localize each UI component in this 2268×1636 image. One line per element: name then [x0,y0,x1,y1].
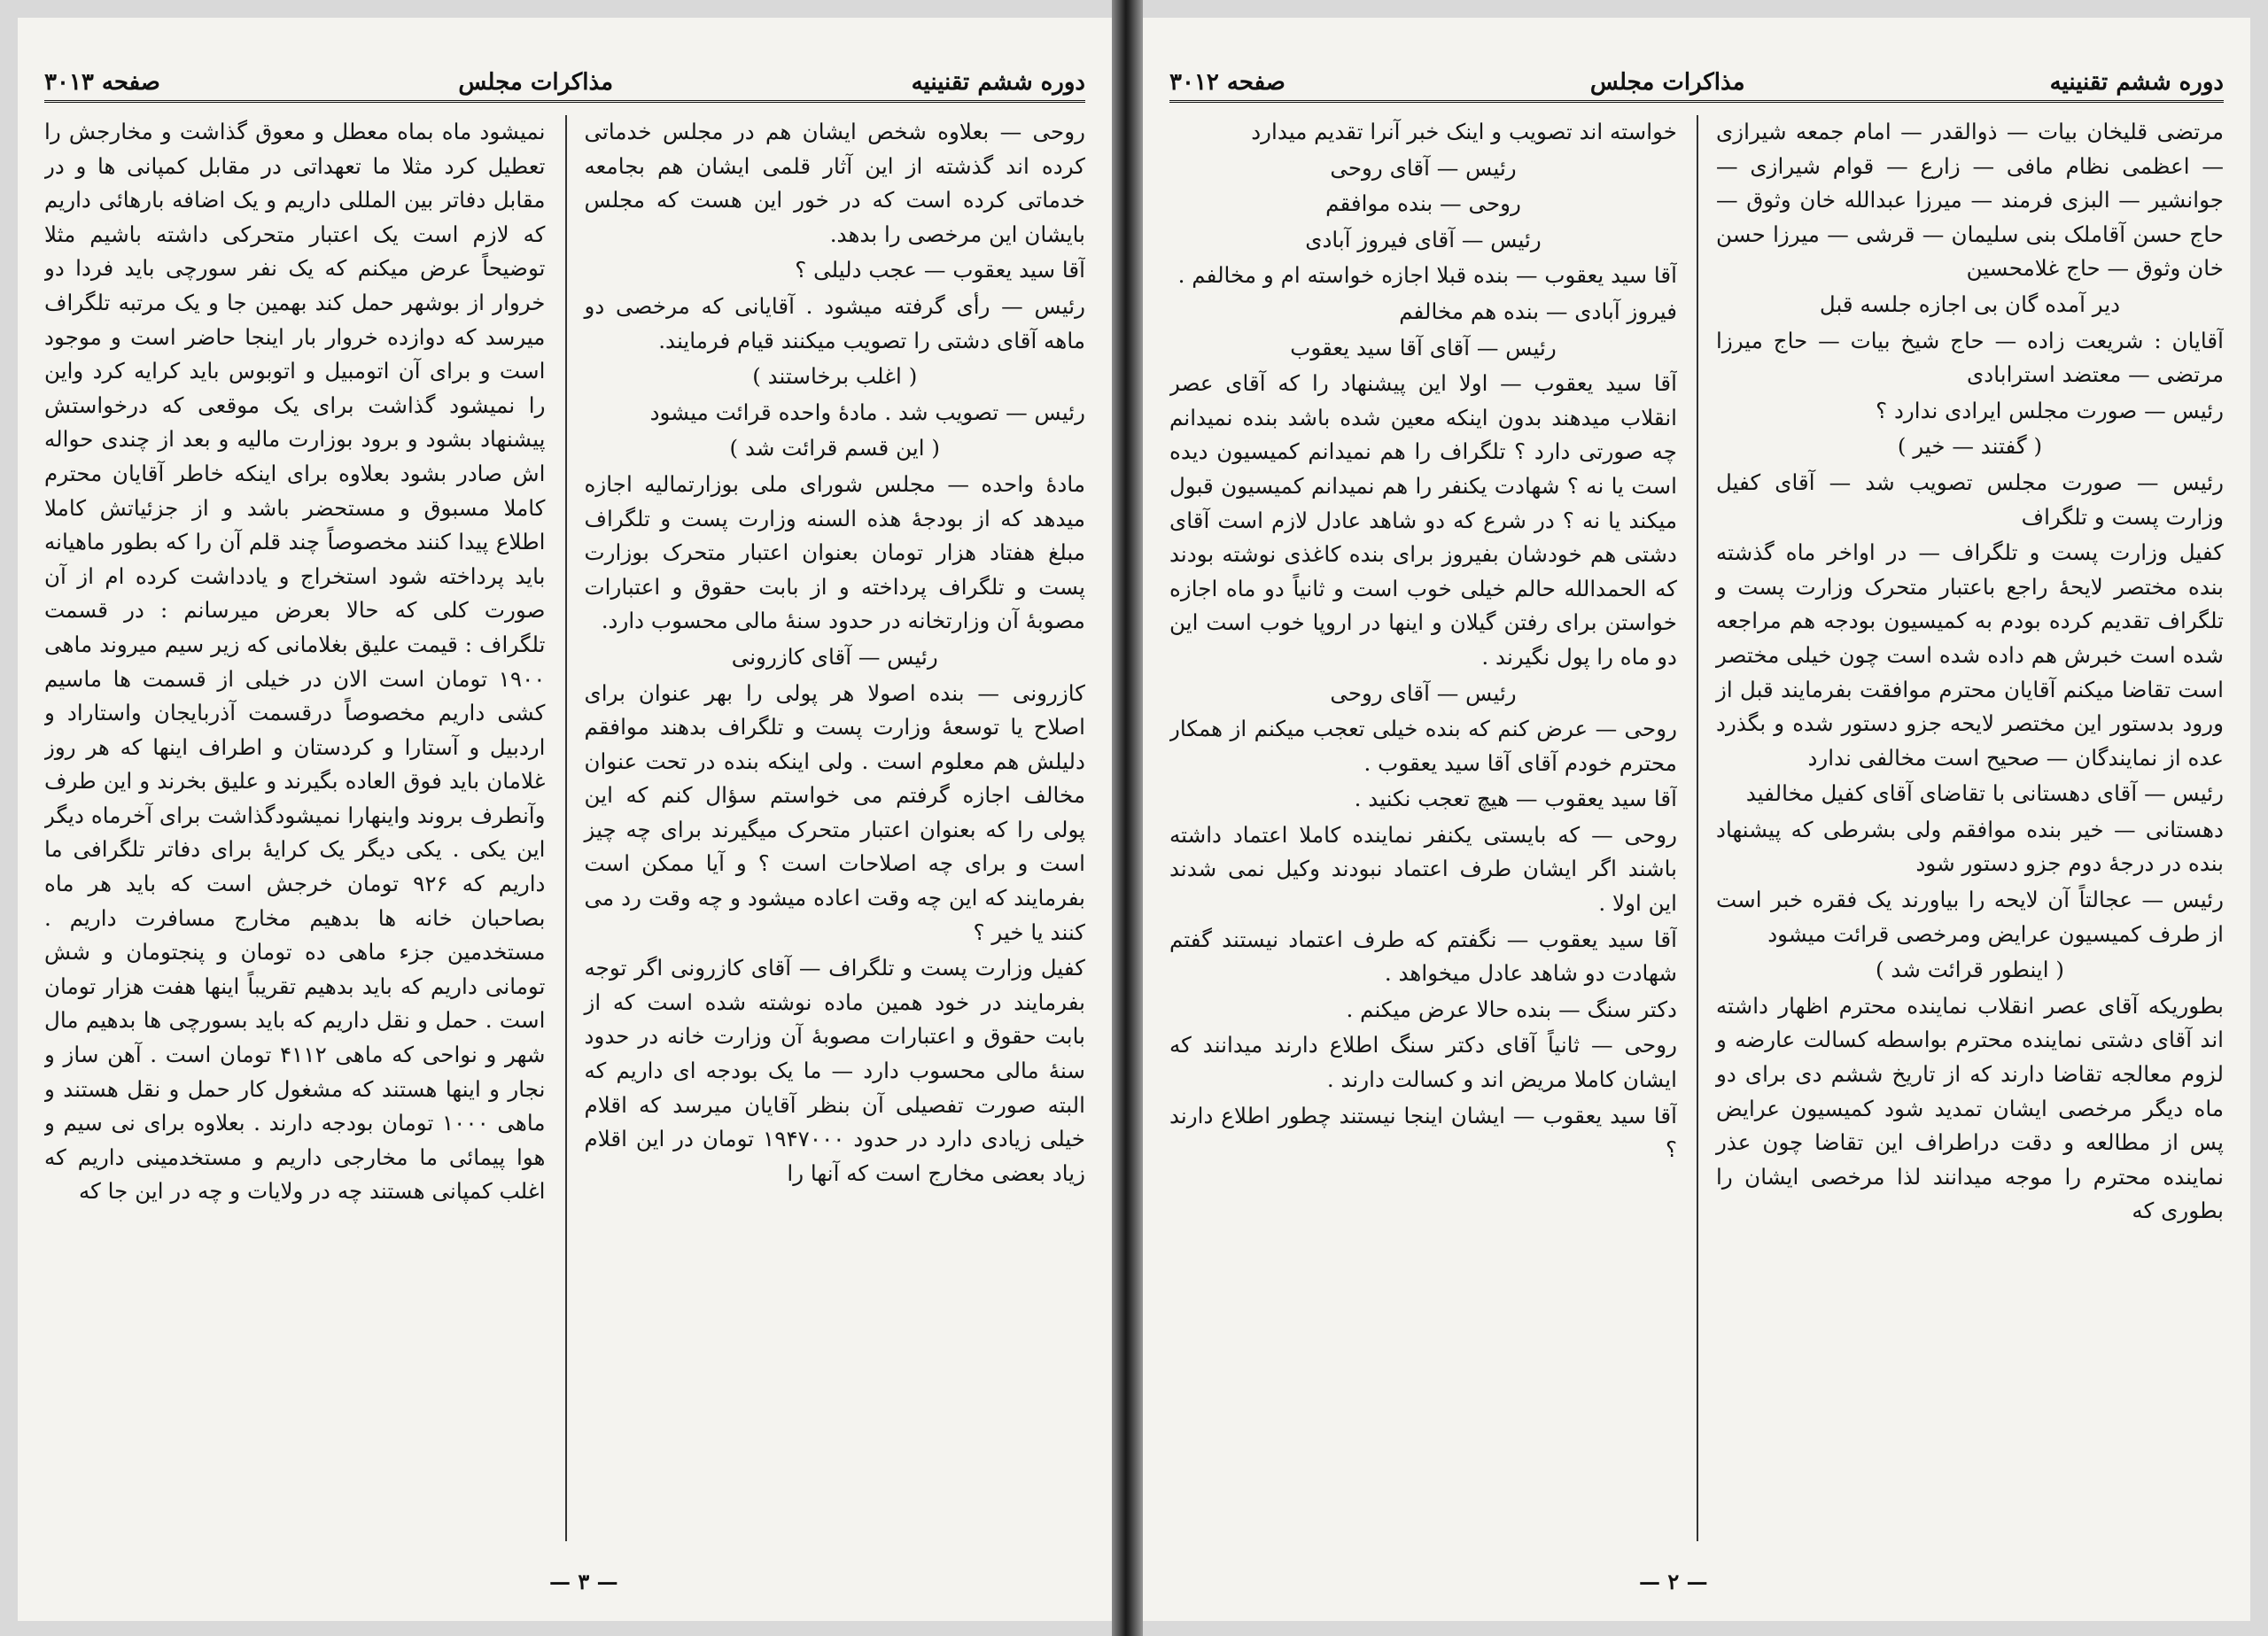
paragraph: نمیشود ماه بماه معطل و معوق گذاشت و مخارجش را تعطیل کرد مثلا ما تعهداتی در مقابل کمپانی ها و در مقابل دفاتر بین المللی داریم و یک اضافه بارهائی داریم که لازم است یک اعتبار متحرکی داشته باشیم مثلا توضیحاً عرض میکنم که یک نفر سورچی باید فردا دو خروار از بوشهر حمل کند بهمین جا و یک مرتبه تلگراف میرسد که دوازده خروار بار اینجا حاضر است و موجود است و برای آن اتومبیل و اتوبوس باید کرایه کرد واین را نمیشود گذاشت برای یک موقعی که درخواستش پیشنهاد بشود و برود بوزارت مالیه و بعد از چندی حواله اش صادر بشود بعلاوه برای اینکه خاطر آقایان محترم کاملا مسبوق و مستحضر باشد و از جزئیاتش کاملا اطلاع پیدا کنند مخصوصاً چند قلم آن را که بطور ماهیانه باید پرداخته شود استخراج و یادداشت کرده ام از آن صورت کلی که حالا بعرض میرسانم : در قسمت تلگراف : قیمت علیق بغلامانی که زیر سیم میروند ماهی ۱۹۰۰ تومان است الان در خیلی از قسمت ها ماسیم کشی داریم مخصوصاً درقسمت آذربایجان واستاراد و اردبیل و آستارا و کردستان و اطراف اینها که هر روز غلامان باید فوق العاده بگیرند و علیق بخرند و این طرف وآنطرف بروند واینهارا نمیشودگذاشت برای آخرماه دیگر این یکی . یکی دیگر یک کرایهٔ برای دفاتر تلگرافی ما داریم که ۹۲۶ تومان خرجش است که باید هر ماه بصاحبان خانه ها بدهیم مخارج مسافرت داریم . مستخدمین جزء ماهی ده تومان و پنجتومان و شش تومانی داریم که باید بدهیم تقریباً اینها هفت هزار تومان است . حمل و نقل داریم که باید بسورچی ها بدهیم مال شهر و نواحی که ماهی ۴۱۱۲ تومان است . آهن ساز و نجار و اینها هستند که مشغول کار حمل و نقل هستند و ماهی ۱۰۰۰ تومان بودجه دارند . بعلاوه برای نی سیم و هوا پیمائی ما مخارجی داریم و مستخدمینی داریم که اغلب کمپانی هستند چه در ولایات و چه در این جا که [44,119,546,1205]
paragraph: رئیس — آقای آقا سید یعقوب [1290,334,1557,361]
left-page-columns [44,115,1085,1541]
text-column-right [1697,115,2224,1541]
right-page-columns [1169,115,2224,1541]
session-title: دوره ششم تقنینیه [911,69,1085,96]
header-rule [1169,100,2224,103]
paragraph: روحی — بنده موافقم [1325,190,1521,217]
text-column-left [1169,115,1677,1541]
paragraph: بطوریکه آقای عصر انقلاب نماینده محترم اظهار داشته اند آقای دشتی نماینده محترم بواسطه کسالت عارضه و لزوم معالجه تقاضا دارند که از تاریخ ششم دی برای دو ماه دیگر مرخصی ایشان تمدید شود کمیسیون عرایض پس از مطالعه و دقت دراطراف این تقاضا چون عذر نماینده محترم را موجه میدانند لذا مرخصی ایشان را بطوری که [1716,992,2224,1224]
paragraph: آقایان : شریعت زاده — حاج شیخ بیات — حاج میرزا مرتضی — معتضد استرابادی [1716,327,2224,388]
right-page-header [1169,46,2224,96]
paragraph: مادهٔ واحده — مجلس شورای ملی بوزارتمالیه اجازه میدهد که از بودجهٔ هذه السنه وزارت پست و تلگراف مبلغ هفتاد هزار تومان بعنوان اعتبار متحرک بوزارت پست و تلگراف پرداخته و از بابت حقوق و اعتبارات مصوبهٔ آن وزارتخانه در حدود سنهٔ مالی محسوب دارد. [584,470,1085,634]
paragraph: آقا سید یعقوب — بنده قبلا اجازه خواسته ام و مخالفم . [1177,262,1677,289]
page-label: صفحه ۳۰۱۲ [1169,69,1285,96]
book-spine [1112,0,1143,1636]
paragraph: رئیس — آقای روحی [1330,154,1517,181]
paragraph: رئیس — آقای فیروز آبادی [1305,226,1542,252]
paragraph: کفیل وزارت پست و تلگراف — در اواخر ماه گذشته بنده مختصر لایحهٔ راجع باعتبار متحرک وزارت پست و تلگراف تقدیم کرده بودم به کمیسیون بودجه هم مراجعه شده است خبرش هم داده شده است چون خیلی مختصر است تقاضا میکنم آقایان محترم موافقت بفرمایند قبل از ورود بدستور این مختصر لایحه جزو دستور شده و بگذرد عده از نمایندگان — صحیح است مخالفی ندارد [1716,539,2224,771]
paragraph: ( اغلب برخاستند ) [752,363,918,390]
text-column-left [44,115,546,1541]
paragraph: رئیس — آقای روحی [1330,679,1517,706]
paragraph: روحی — بعلاوه شخص ایشان هم در مجلس خدماتی کرده اند گذشته از این آثار قلمی ایشان هم بجامعه خدماتی کرده است که در خور این هست که مجلس بایشان این مرخصی را بدهد. [584,119,1085,247]
paragraph: دهستانی — خیر بنده موافقم ولی بشرطی که پیشنهاد بنده در درجهٔ دوم جزو دستور شود [1716,816,2224,877]
left-page [18,18,1112,1621]
page-label: صفحه ۳۰۱۳ [44,69,160,96]
text-column-right [565,115,1086,1541]
page-number: — ۲ — [1639,1569,1708,1594]
paragraph: دیر آمده گان بی اجازه جلسه قبل [1819,291,2121,317]
session-title: دوره ششم تقنینیه [2049,69,2224,96]
paragraph: دکتر سنگ — بنده حالا عرض میکنم . [1346,996,1677,1022]
header-rule [44,100,1085,103]
paragraph: آقا سید یعقوب — اولا این پیشنهاد را که آقای عصر انقلاب میدهند بدون اینکه معین شده باشد بنده نمیدانم چه صورتی دارد ؟ تلگراف را هم نمیدانم کمیسیون دیده است یا نه ؟ شهادت یکنفر را هم نمیدانم کمیسیون قبول میکند یا نه ؟ در شرع که دو شاهد عادل لازم است آقای دشتی هم خودشان بفیروز برای بنده کاغذی نوشته بودند که الحمدالله حالم خیلی خوب است و ثانیاً دو ماه اجازه خواستن برای رفتن گیلان و اینها در اروپا خوب است این دو ماه را پول نگیرند . [1169,370,1677,670]
paragraph: آقا سید یعقوب — عجب دلیلی ؟ [795,257,1085,283]
paragraph: رئیس — صورت مجلس تصویب شد — آقای کفیل وزارت پست و تلگراف [1716,469,2224,530]
paragraph: ( اینطور قرائت شد ) [1876,957,2064,983]
paragraph: رئیس — آقای دهستانی با تقاضای آقای کفیل مخالفید [1745,780,2224,807]
paragraph: روحی — که بایستی یکنفر نماینده کاملا اعتماد داشته باشند اگر ایشان طرف اعتماد نبودند وکیل نمی شدند این اولا . [1169,821,1677,917]
paragraph: آقا سید یعقوب — هیچ تعجب نکنید . [1354,786,1677,812]
paragraph: کازرونی — بنده اصولا هر پولی را بهر عنوان برای اصلاح یا توسعهٔ وزارت پست و تلگراف بدهند موافقم دلیلش هم معلوم است . ولی اینکه بنده در تحت عنوان مخالف اجازه گرفتم می خواستم سؤال کنم که این پولی را که بعنوان اعتبار متحرک میگیرند برای چه چیز است و برای چه اصلاحات است ؟ و آیا ممکن است بفرمایند که این چه وقت اعاده میشود و چه وقت رد می کنند یا خیر ؟ [584,679,1085,945]
journal-title: مذاکرات مجلس [458,69,614,96]
paragraph: خواسته اند تصویب و اینک خبر آنرا تقدیم میدارد [1251,119,1677,144]
paragraph: ( این قسم قرائت شد ) [729,435,940,461]
right-page [1143,18,2250,1621]
journal-title: مذاکرات مجلس [1589,69,1745,96]
paragraph: آقا سید یعقوب — نگفتم که طرف اعتماد نیستند گفتم شهادت دو شاهد عادل میخواهد . [1169,926,1677,987]
paragraph: کفیل وزارت پست و تلگراف — آقای کازرونی اگر توجه بفرمایند در خود همین ماده نوشته شده است که از بابت حقوق و اعتبارات مصوبهٔ آن وزارت خانه در حدود سنهٔ مالی محسوب دارد — ما یک بودجه ای داریم که البته صورت تفصیلی آن بنظر آقایان میرسد که اقلام خیلی زیادی دارد در حدود ۱۹۴۷۰۰۰ تومان در این اقلام زیاد بعضی مخارج است که آنها را [584,955,1085,1186]
paragraph: رئیس — تصویب شد . مادهٔ واحده قرائت میشود [649,399,1085,425]
left-page-header [44,46,1085,96]
paragraph: رئیس — عجالتاً آن لایحه را بیاورند یک فقره خبر است از طرف کمیسیون عرایض ومرخصی قرائت میشود [1716,887,2224,947]
paragraph: رئیس — آقای کازرونی [731,643,938,670]
paragraph: مرتضی قلیخان بیات — ذوالقدر — امام جمعه شیرازی — اعظمی نظام مافی — زارع — قوام شیرازی — جوانشیر — البزی فرمند — میرزا عبدالله خان وثوق — حاج حسن آقاملک بنی سلیمان — قرشی — میرزا حسن خان وثوق — حاج غلامحسین [1716,119,2224,282]
paragraph: رئیس — صورت مجلس ایرادی ندارد ؟ [1876,397,2224,423]
page-number: — ۳ — [549,1569,618,1594]
paragraph: روحی — ثانیاً آقای دکتر سنگ اطلاع دارند میدانند که ایشان کاملا مریض اند و کسالت دارند . [1169,1032,1677,1093]
paragraph: آقا سید یعقوب — ایشان اینجا نیستند چطور اطلاع دارند ؟ [1169,1102,1677,1163]
paragraph: روحی — عرض کنم که بنده خیلی تعجب میکنم از همکار محترم خودم آقای آقا سید یعقوب . [1169,716,1677,776]
paragraph: رئیس — رأی گرفته میشود . آقایانی که مرخصی دو ماهه آقای دشتی را تصویب میکنند قیام فرمایند. [584,292,1085,353]
paragraph: فیروز آبادی — بنده هم مخالفم [1399,298,1677,324]
paragraph: ( گفتند — خیر ) [1897,433,2043,460]
